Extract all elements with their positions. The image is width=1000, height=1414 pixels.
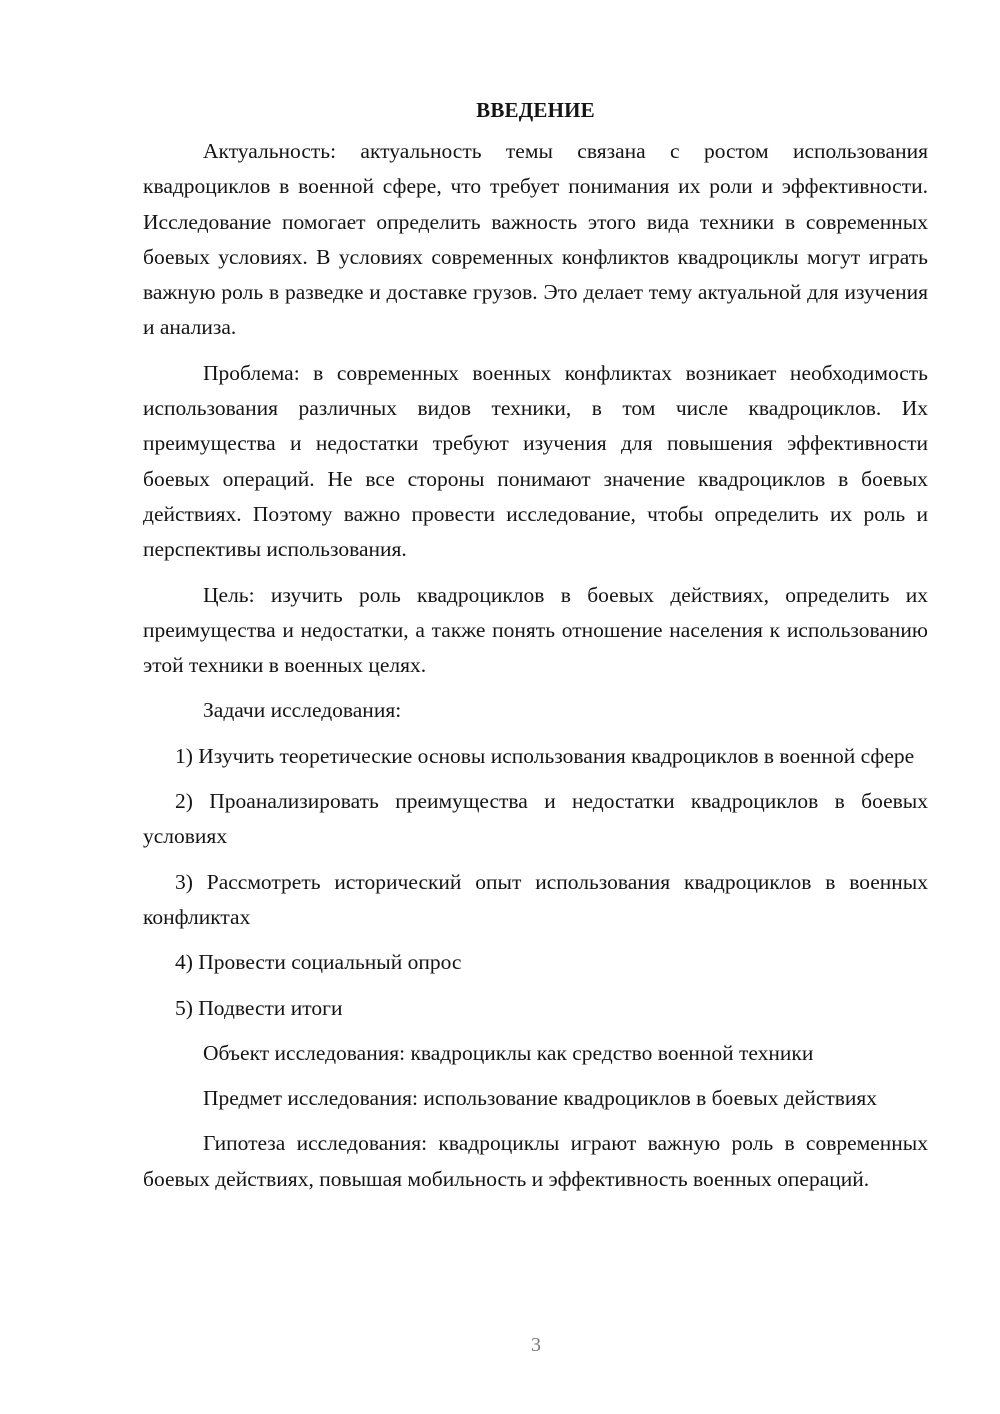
object-paragraph: Объект исследования: квадроциклы как средство военной техники xyxy=(203,1040,814,1065)
task-item-2: 2) Проанализировать преимущества и недостатки квадроциклов в боевых условиях xyxy=(143,789,928,849)
task-item-3: 3) Рассмотреть исторический опыт использования квадроциклов в военных конфликтах xyxy=(143,869,928,929)
page-title: ВВЕДЕНИЕ xyxy=(476,98,595,122)
page-content xyxy=(143,94,928,1197)
relevance-paragraph: Актуальность: актуальность темы связана с ростом использования квадроциклов в военной сфере, что требует понимания их роли и эффективности. Исследование помогает определить важность этого вида техники в современных боевых условиях. В условиях современных конфликтов квадроциклы могут играть важную роль в разведке и доставке грузов. Это делает тему актуальной для изучения и анализа. xyxy=(143,139,928,340)
task-item-5: 5) Подвести итоги xyxy=(175,995,343,1020)
goal-paragraph: Цель: изучить роль квадроциклов в боевых действиях, определить их преимущества и недостатки, а также понять отношение населения к использованию этой техники в военных целях. xyxy=(143,582,928,678)
problem-paragraph: Проблема: в современных военных конфликтах возникает необходимость использования различных видов техники, в том числе квадроциклов. Их преимущества и недостатки требуют изучения для повышения эффективности боевых операций. Не все стороны понимают значение квадроциклов в боевых действиях. Поэтому важно провести исследование, чтобы определить их роль и перспективы использования. xyxy=(143,360,928,562)
hypothesis-paragraph: Гипотеза исследования: квадроциклы играют важную роль в современных боевых действиях, повышая мобильность и эффективность военных операций. xyxy=(143,1131,928,1191)
task-item-4: 4) Провести социальный опрос xyxy=(175,950,462,975)
page-number: 3 xyxy=(531,1334,541,1356)
task-item-1: 1) Изучить теоретические основы использования квадроциклов в военной сфере xyxy=(175,743,915,768)
tasks-heading: Задачи исследования: xyxy=(203,698,402,723)
subject-paragraph: Предмет исследования: использование квадроциклов в боевых действиях xyxy=(203,1086,878,1111)
